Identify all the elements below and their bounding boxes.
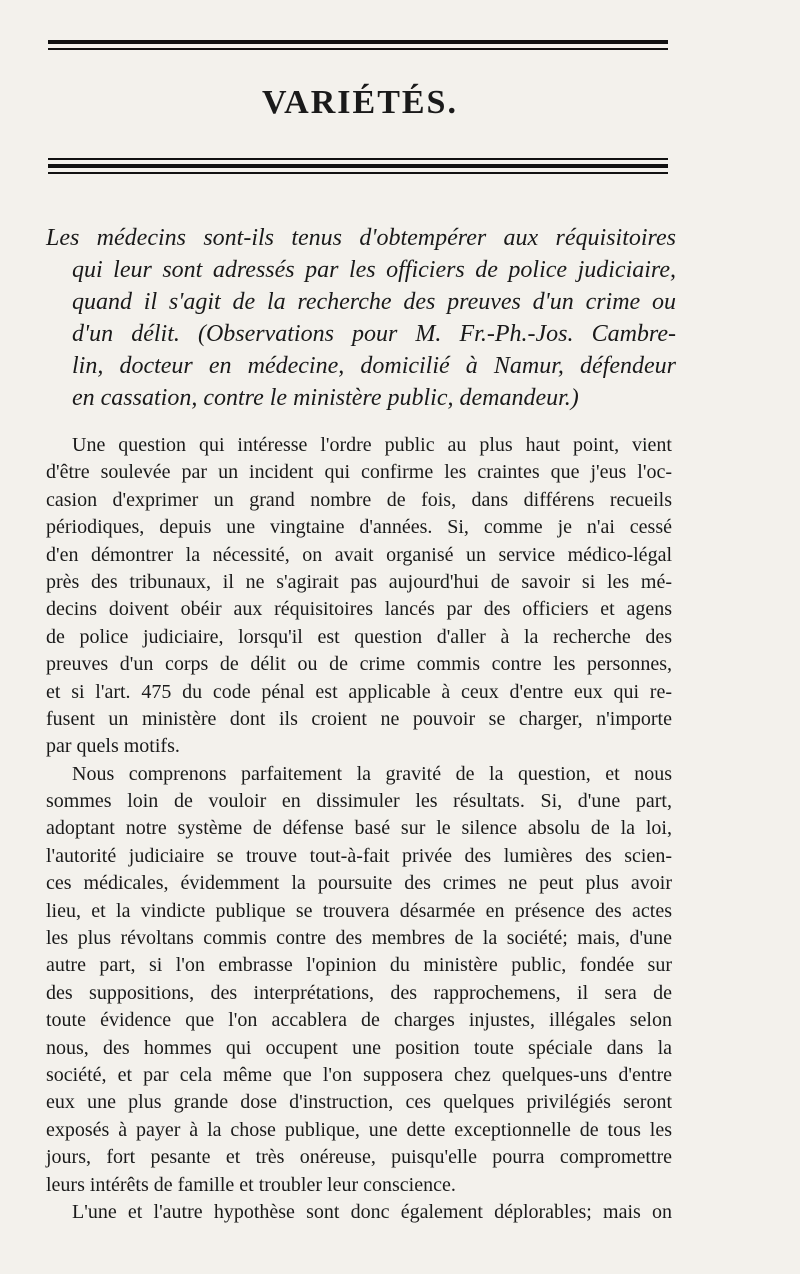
text-line: preuves d'un corps de délit ou de crime commis contre les personnes, bbox=[46, 653, 672, 676]
text-line: adoptant notre système de défense basé sur le silence absolu de la loi, bbox=[46, 817, 672, 840]
text-line: leurs intérêts de famille et troubler leur conscience. bbox=[46, 1173, 456, 1196]
heading-line: lin, docteur en médecine, domicilié à Namur, défendeur bbox=[72, 353, 676, 379]
text-line: Nous comprenons parfaitement la gravité de la question, et nous bbox=[72, 762, 672, 785]
text-line: nous, des hommes qui occupent une position toute spéciale dans la bbox=[46, 1036, 672, 1059]
text-line: l'autorité judiciaire se trouve tout-à-fait privée des lumières des scien- bbox=[46, 844, 672, 867]
text-line: périodiques, depuis une vingtaine d'années. Si, comme je n'ai cessé bbox=[46, 516, 672, 539]
text-line: exposés à payer à la chose publique, une dette exceptionnelle de tous les bbox=[46, 1118, 672, 1141]
top-rule-thin bbox=[48, 48, 668, 50]
article-heading bbox=[46, 222, 676, 414]
text-line: casion d'exprimer un grand nombre de fois, dans différens recueils bbox=[46, 488, 672, 511]
top-rule-thick bbox=[48, 40, 668, 44]
text-line: autre part, si l'on embrasse l'opinion du ministère public, fondée sur bbox=[46, 954, 672, 977]
text-line: L'une et l'autre hypothèse sont donc également déplorables; mais on bbox=[72, 1200, 672, 1223]
text-line: ces médicales, évidemment la poursuite des crimes ne peut plus avoir bbox=[46, 872, 672, 895]
title-rule-thick bbox=[48, 164, 668, 168]
heading-line: Les médecins sont-ils tenus d'obtempérer aux réquisitoires bbox=[46, 225, 676, 251]
text-line: lieu, et la vindicte publique se trouvera désarmée en présence des actes bbox=[46, 899, 672, 922]
text-line: les plus révoltans commis contre des membres de la société; mais, d'une bbox=[46, 927, 672, 950]
text-line: d'en démontrer la nécessité, on avait organisé un service médico-légal bbox=[46, 543, 672, 566]
title-rule-thin-upper bbox=[48, 158, 668, 160]
text-line: fusent un ministère dont ils croient ne pouvoir se charger, n'importe bbox=[46, 707, 672, 730]
text-line: près des tribunaux, il ne s'agirait pas aujourd'hui de savoir si les mé- bbox=[46, 570, 672, 593]
paragraph-1 bbox=[46, 432, 672, 761]
text-line: eux une plus grande dose d'instruction, ces quelques privilégiés seront bbox=[46, 1091, 672, 1114]
article-body bbox=[46, 432, 672, 1226]
title-rule-thin-lower bbox=[48, 172, 668, 174]
paragraph-3 bbox=[46, 1199, 672, 1226]
text-line: toute évidence que l'on accablera de charges injustes, illégales selon bbox=[46, 1009, 672, 1032]
text-line: et si l'art. 475 du code pénal est applicable à ceux d'entre eux qui re- bbox=[46, 680, 672, 703]
paragraph-2 bbox=[46, 761, 672, 1199]
text-line: des suppositions, des interprétations, des rapprochemens, il sera de bbox=[46, 981, 672, 1004]
heading-line: en cassation, contre le ministère public, demandeur.) bbox=[72, 385, 579, 411]
heading-line: quand il s'agit de la recherche des preuves d'un crime ou bbox=[72, 289, 676, 315]
text-line: de police judiciaire, lorsqu'il est question d'aller à la recherche des bbox=[46, 625, 672, 648]
heading-line: d'un délit. (Observations pour M. Fr.-Ph.-Jos. Cambre- bbox=[72, 321, 676, 347]
heading-line: qui leur sont adressés par les officiers de police judiciaire, bbox=[72, 257, 676, 283]
text-line: d'être soulevée par un incident qui confirme les craintes que j'eus l'oc- bbox=[46, 461, 672, 484]
text-line: Une question qui intéresse l'ordre public au plus haut point, vient bbox=[72, 434, 672, 456]
text-line: par quels motifs. bbox=[46, 735, 180, 758]
text-line: sommes loin de vouloir en dissimuler les résultats. Si, d'une part, bbox=[46, 790, 672, 813]
text-line: decins doivent obéir aux réquisitoires lancés par des officiers et agens bbox=[46, 598, 672, 621]
text-line: société, et par cela même que l'on supposera chez quelques-uns d'entre bbox=[46, 1063, 672, 1086]
section-title: VARIÉTÉS. bbox=[262, 84, 458, 121]
text-line: jours, fort pesante et très onéreuse, puisqu'elle pourra compromettre bbox=[46, 1146, 672, 1169]
